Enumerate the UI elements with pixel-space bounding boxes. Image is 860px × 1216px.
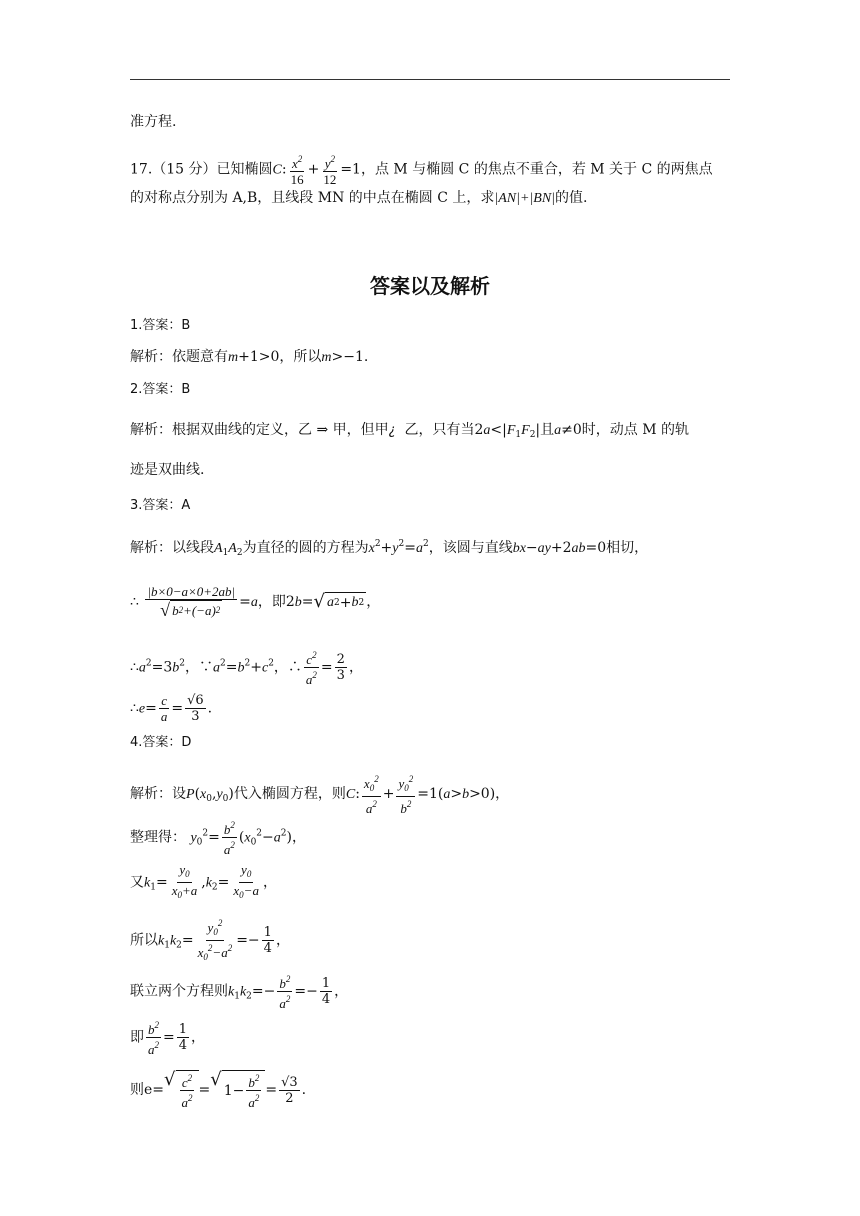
- q1-analysis: 解析：依题意有m+1>0，所以m>−1.: [130, 349, 369, 365]
- q3-analysis-line-2: ∴ |b×0−a×0+2ab| √ b 2 +(− a ) 2 =a，即2b= √ a 2 + b 2 ，: [130, 584, 381, 620]
- q3-answer: 3.答案：A: [130, 498, 191, 513]
- q4-analysis-line-2: 整理得： $y_0^2=$ $\frac{b^2}{a^2}$ $(x_0^2-a^2)$，: [130, 820, 306, 857]
- q4-answer: 4.答案：D: [130, 735, 192, 750]
- q1-answer: 1.答案：B: [130, 318, 191, 333]
- q4-analysis-line-1: 解析：设$P(x_0,y_0)$代入椭圆方程，则C: $\frac{x_0^2}{a^2}$ + $\frac{y_0^2}{b^2}$ =1(a>b>0)，: [130, 774, 510, 816]
- q2-analysis-line-1: 解析：根据双曲线的定义，乙 ⇒ 甲，但甲¿ 乙，只有当$2a<|F_1F_2|$且a≠0时，动点 M 的轨: [130, 422, 690, 440]
- q4-analysis-line-7: 则e= √ $\frac{c^2}{a^2}$ = √ 1− $\frac{b^2}{a^2}$ = $\frac{√3}{2}$ .: [130, 1069, 307, 1110]
- q4-analysis-line-5: 联立两个方程则$k_1k_2=-$ $\frac{b^2}{a^2}$ =− $\frac{1}{4}$ ，: [130, 974, 349, 1011]
- q4-analysis-line-6: 即 $\frac{b^2}{a^2}$ = $\frac{1}{4}$ ，: [130, 1020, 206, 1057]
- q2-analysis-line-2: 迹是双曲线.: [130, 462, 205, 478]
- q3-analysis-line-3: $\therefore a^2=3b^2$，$\because a^2=b^2+c^2$，∴ $\frac{c^2}{a^2}$ = $\frac{2}{3}$ ，: [130, 650, 363, 687]
- q3-analysis-line-1: 解析：以线段$A_1A_2$为直径的圆的方程为$x^2+y^2=a^2$，该圆与直线bx−ay+2ab=0相切，: [130, 539, 649, 558]
- q2-answer: 2.答案：B: [130, 382, 191, 397]
- q4-analysis-line-3: 又$k_1=$ $\frac{y_0}{x_0+a}$ $,k_2=$ $\frac{y_0}{x_0-a}$ ，: [130, 862, 277, 900]
- ellipse-equation: C: [272, 162, 282, 178]
- problem-17-line-2: 的对称点分别为 A,B，且线段 MN 的中点在椭圆 C 上，求|AN|+|BN|的值.: [130, 190, 588, 206]
- q3-analysis-line-4: ∴e= $\frac{c}{a}$ = $\frac{√6}{3}$ .: [130, 693, 213, 724]
- header-rule: [130, 79, 730, 80]
- prev-problem-fragment: 准方程.: [130, 114, 177, 130]
- q4-analysis-line-4: 所以$k_1k_2=$ $\frac{y_0^2}{x_0^2-a^2}$ =− $\frac{1}{4}$ ，: [130, 918, 290, 962]
- distance-sum: |AN|+|BN|: [494, 191, 556, 206]
- section-title: 答案以及解析: [370, 274, 490, 298]
- problem-17-line-1: 17.（15 分）已知椭圆C: $\frac{x^2}{16}$ + $\frac{y^2}{12}$ =1，点 M 与椭圆 C 的焦点不重合，若 M 关于 C 的两焦点: [130, 154, 713, 187]
